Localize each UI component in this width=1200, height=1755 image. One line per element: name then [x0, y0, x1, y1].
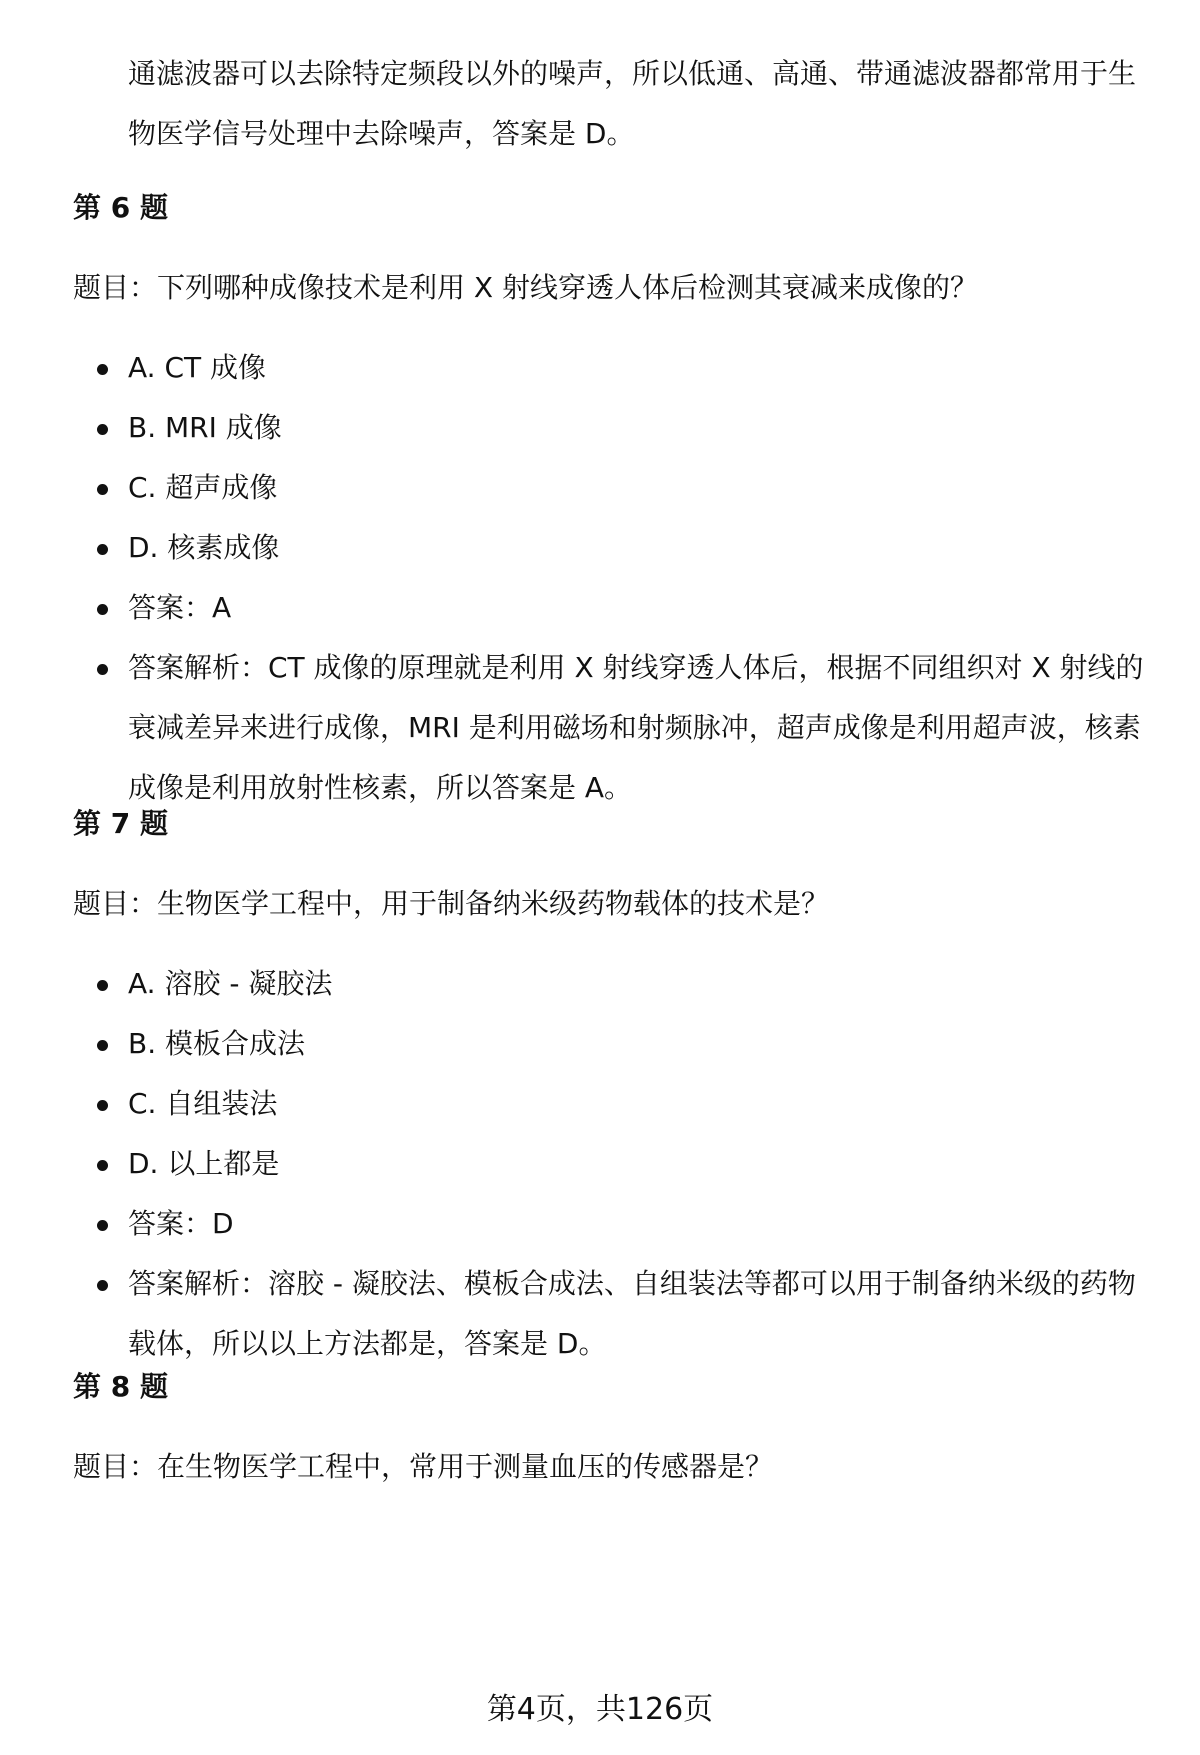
bullet-icon — [97, 1040, 108, 1051]
question-8-heading: 第 8 题 — [73, 1370, 168, 1403]
q6-answer-text: 答案：A — [128, 591, 232, 624]
q7-option-c — [0, 1074, 1148, 1134]
q7-option-a — [0, 954, 1148, 1014]
q7-option-d — [0, 1134, 1148, 1194]
bullet-icon — [97, 424, 108, 435]
q6-explanation-text: 答案解析：CT 成像的原理就是利用 X 射线穿透人体后，根据不同组织对 X 射线的衰减差异来进行成像，MRI 是利用磁场和射频脉冲，超声成像是利用超声波，核素成像是利用放射性核素，所以答案是 A。 — [128, 651, 1144, 804]
q6-answer — [0, 578, 1148, 638]
question-7-options — [0, 954, 1200, 1374]
bullet-icon — [97, 980, 108, 991]
q7-explanation-text: 答案解析：溶胶 - 凝胶法、模板合成法、自组装法等都可以用于制备纳米级的药物载体，所以以上方法都是，答案是 D。 — [128, 1267, 1136, 1360]
q6-option-c-text: C. 超声成像 — [128, 471, 278, 504]
q7-option-b — [0, 1014, 1148, 1074]
bullet-icon — [97, 544, 108, 555]
bullet-icon — [97, 1280, 108, 1291]
q6-option-d — [0, 518, 1148, 578]
question-6-heading: 第 6 题 — [73, 191, 168, 224]
intro-paragraph: 通滤波器可以去除特定频段以外的噪声，所以低通、高通、带通滤波器都常用于生物医学信号处理中去除噪声，答案是 D。 — [128, 57, 1137, 150]
question-7-text: 题目：生物医学工程中，用于制备纳米级药物载体的技术是？ — [73, 887, 830, 920]
bullet-icon — [97, 364, 108, 375]
bullet-icon — [97, 484, 108, 495]
bullet-icon — [97, 1160, 108, 1171]
bullet-icon — [97, 1220, 108, 1231]
q7-option-a-text: A. 溶胶 - 凝胶法 — [128, 967, 333, 1000]
page-number-footer: 第4页，共126页 — [486, 1692, 714, 1727]
q6-explanation — [0, 638, 1148, 818]
q6-option-b — [0, 398, 1148, 458]
bullet-icon — [97, 664, 108, 675]
q7-option-c-text: C. 自组装法 — [128, 1087, 278, 1120]
q6-option-c — [0, 458, 1148, 518]
q7-option-d-text: D. 以上都是 — [128, 1147, 280, 1180]
question-6-text: 题目：下列哪种成像技术是利用 X 射线穿透人体后检测其衰减来成像的？ — [73, 271, 978, 304]
bullet-icon — [97, 1100, 108, 1111]
question-8-text: 题目：在生物医学工程中，常用于测量血压的传感器是？ — [73, 1450, 774, 1483]
q7-option-b-text: B. 模板合成法 — [128, 1027, 306, 1060]
q7-answer-text: 答案：D — [128, 1207, 234, 1240]
question-6-options — [0, 338, 1200, 818]
q7-explanation — [0, 1254, 1148, 1374]
q6-option-b-text: B. MRI 成像 — [128, 411, 282, 444]
bullet-icon — [97, 604, 108, 615]
question-7-heading: 第 7 题 — [73, 807, 168, 840]
q6-option-d-text: D. 核素成像 — [128, 531, 280, 564]
q6-option-a — [0, 338, 1148, 398]
q7-answer — [0, 1194, 1148, 1254]
q6-option-a-text: A. CT 成像 — [128, 351, 267, 384]
